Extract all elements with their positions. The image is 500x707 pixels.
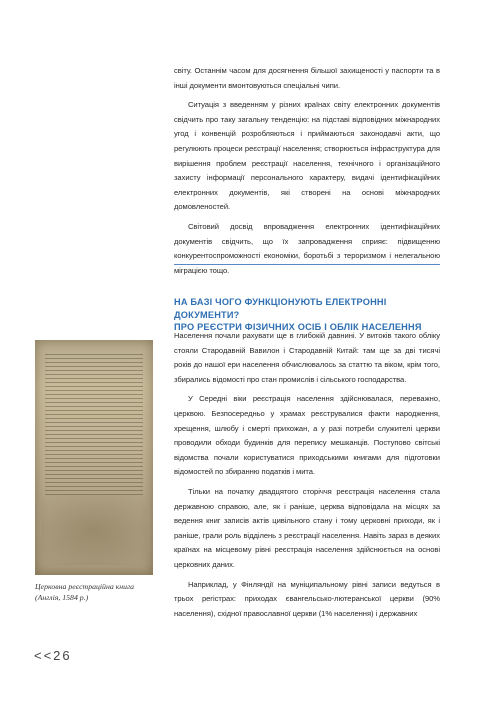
section-heading-line2: ПРО РЕЄСТРИ ФІЗИЧНИХ ОСІБ І ОБЛІК НАСЕЛЕННЯ <box>174 322 422 332</box>
photo-caption <box>35 581 165 603</box>
paper-stain <box>41 495 147 565</box>
paragraph: Ситуація з введенням у різних країнах світу електронних документів свідчить про таку загальну тенденцію: на підставі відповідних міжнародних угод і конвенцій розробляються і приймаються законодавчі акти, що регулюють процеси реєстрації населення; створюється інфраструктура для вирішення проблем реєстрації населення, технічного і організаційного захисту інформації персонального характеру, видачі ідентифікаційних електронних документів, які створені на основі міжнародних домовленостей. <box>174 100 440 212</box>
top-text-block <box>174 64 440 278</box>
page-number: <<26 <box>34 648 72 663</box>
handwriting-texture <box>45 354 143 495</box>
section-heading <box>174 296 440 334</box>
paragraph: Наприклад, у Фінляндії на муніципальному рівні записи ведуться в трьох регістрах: приходах євангельсько-лютеранської церкви (90% населення), східної православної церкви (1% населення) і державних <box>174 579 440 618</box>
body-text-block <box>174 329 440 621</box>
section-heading-line1: НА БАЗІ ЧОГО ФУНКЦІОНУЮТЬ ЕЛЕКТРОННІ ДОКУМЕНТИ? <box>174 297 387 320</box>
paragraph: Тільки на початку двадцятого сторіччя реєстрація населення стала державною справою, але, як і раніше, церква відповідала на місцях за ведення книг записів актів цивільного стану і тому церковні приходи, як і раніше, грали роль відділень з реєстрації населення. Навіть зараз в деяких країнах на місцевому рівні реєстрація населення здійснюється на основі церковних даних. <box>174 486 440 569</box>
church-register-photo <box>35 340 153 575</box>
caption-line1: Церковна реєстраційна книга <box>35 582 135 591</box>
caption-line2: (Англія, 1584 р.) <box>35 593 89 602</box>
paragraph: Світовий досвід впровадження електронних ідентифікаційних документів свідчить, що їх запровадження сприяє: підвищенню конкурентоспроможності економіки, боротьбі з тероризмом і нелегальною міграцією тощо. <box>174 221 440 275</box>
paragraph: світу. Останнім часом для досягнення більшої захищеності у паспорти та в інші документи вмонтовуються спеціальні чипи. <box>174 66 440 90</box>
section-divider <box>174 264 440 265</box>
paragraph: Населення почали рахувати ще в глибокій давнині. У витоків такого обліку стояли Стародавній Вавилон і Стародавній Китай: там ще за дві тисячі років до нашої ери населення обчислювалось за статтю та віком, крім того, збирались відомості про стан промислів і сільського господарства. <box>174 331 440 384</box>
paragraph: У Середні віки реєстрація населення здійснювалася, переважно, церквою. Безпосередньо у храмах реєструвалися факти народження, хрещення, шлюбу і смерті прихожан, а у разі потреби служителі церкви проводили обходи будинків для перепису мешканців. Поступово світські відомства почали користуватися приходськими книгами для підготовки відомостей по збиранню податків і мита. <box>174 394 440 477</box>
